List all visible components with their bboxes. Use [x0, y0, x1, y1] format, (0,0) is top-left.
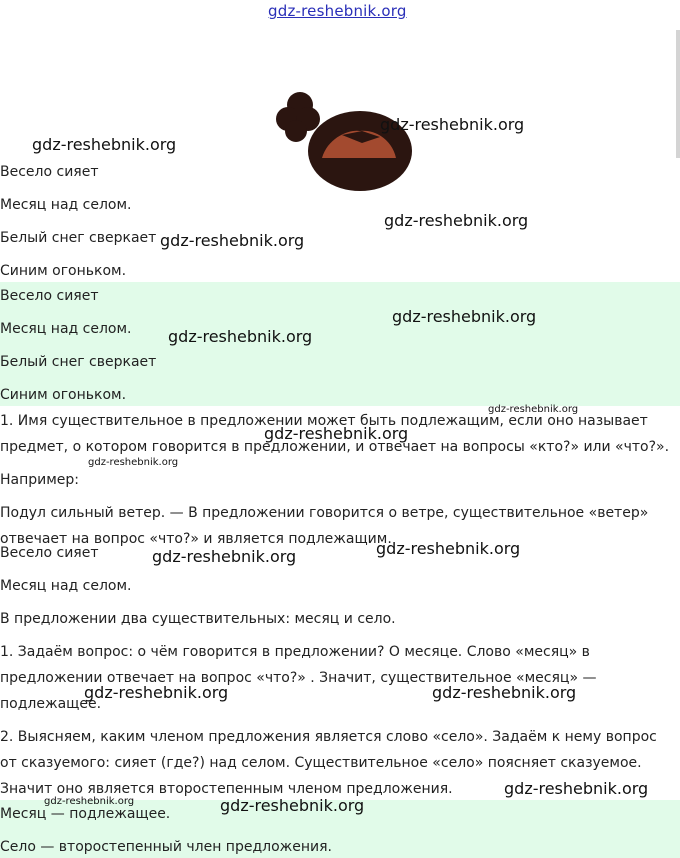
example-line-2: отвечает на вопрос «что?» и является подлежащим. — [0, 531, 392, 547]
poem-line-2: Месяц над селом. — [0, 197, 132, 213]
step1-line-3: подлежащее. — [0, 696, 102, 712]
answer-line-1: Месяц — подлежащее. — [0, 806, 171, 822]
step2-line-1: 2. Выясняем, каким членом предложения является слово «село». Задаём к нему вопрос — [0, 729, 657, 745]
poem-line-3: Белый снег сверкает — [0, 230, 157, 246]
step2-line-3: Значит оно является второстепенным членом предложения. — [0, 781, 453, 797]
watermark-6: gdz-reshebnik.org — [168, 327, 313, 346]
task-line-2: Месяц над селом. — [0, 578, 132, 594]
watermark-10: gdz-reshebnik.org — [152, 547, 297, 566]
watermark-2: gdz-reshebnik.org — [380, 115, 525, 134]
poem2-line-3: Белый снег сверкает — [0, 354, 157, 370]
step1-line-1: 1. Задаём вопрос: о чём говорится в предложении? О месяце. Слово «месяц» в — [0, 644, 590, 660]
watermark-3: gdz-reshebnik.org — [384, 211, 529, 230]
watermark-1: gdz-reshebnik.org — [32, 135, 177, 154]
watermark-11: gdz-reshebnik.org — [376, 539, 521, 558]
step1-line-2: предложении отвечает на вопрос «что?» . Значит, существительное «месяц» — — [0, 670, 597, 686]
example-label: Например: — [0, 472, 80, 488]
watermark-4: gdz-reshebnik.org — [160, 231, 305, 250]
watermark-top[interactable]: gdz-reshebnik.org — [268, 2, 407, 20]
task-line-1: Весело сияет — [0, 545, 99, 561]
poem-line-1: Весело сияет — [0, 164, 99, 180]
rule-line-2: предмет, о котором говорится в предложении, и отвечает на вопросы «кто?» или «что?». — [0, 439, 670, 455]
scrollbar[interactable] — [676, 30, 680, 158]
poem2-line-2: Месяц над селом. — [0, 321, 132, 337]
watermark-14: gdz-reshebnik.org — [504, 779, 649, 798]
poem-line-4: Синим огоньком. — [0, 263, 127, 279]
answer-line-2: Село — второстепенный член предложения. — [0, 839, 333, 855]
watermark-13: gdz-reshebnik.org — [432, 683, 577, 702]
poem2-line-1: Весело сияет — [0, 288, 99, 304]
watermark-15: gdz-reshebnik.org — [44, 796, 135, 807]
watermark-9: gdz-reshebnik.org — [88, 457, 179, 468]
rule-line-1: 1. Имя существительное в предложении может быть подлежащим, если оно называет — [0, 413, 648, 429]
step2-line-2: от сказуемого: сияет (где?) над селом. Существительное «село» поясняет сказуемое. — [0, 755, 642, 771]
example-line-1: Подул сильный ветер. — В предложении говорится о ветре, существительное «ветер» — [0, 505, 649, 521]
example-line-2-clip — [0, 529, 680, 547]
task-nouns: В предложении два существительных: месяц и село. — [0, 611, 396, 627]
watermark-7: gdz-reshebnik.org — [488, 404, 579, 415]
watermark-8: gdz-reshebnik.org — [264, 424, 409, 443]
watermark-12: gdz-reshebnik.org — [84, 683, 229, 702]
watermark-16: gdz-reshebnik.org — [220, 796, 365, 815]
watermark-5: gdz-reshebnik.org — [392, 307, 537, 326]
poem2-line-4: Синим огоньком. — [0, 387, 127, 403]
